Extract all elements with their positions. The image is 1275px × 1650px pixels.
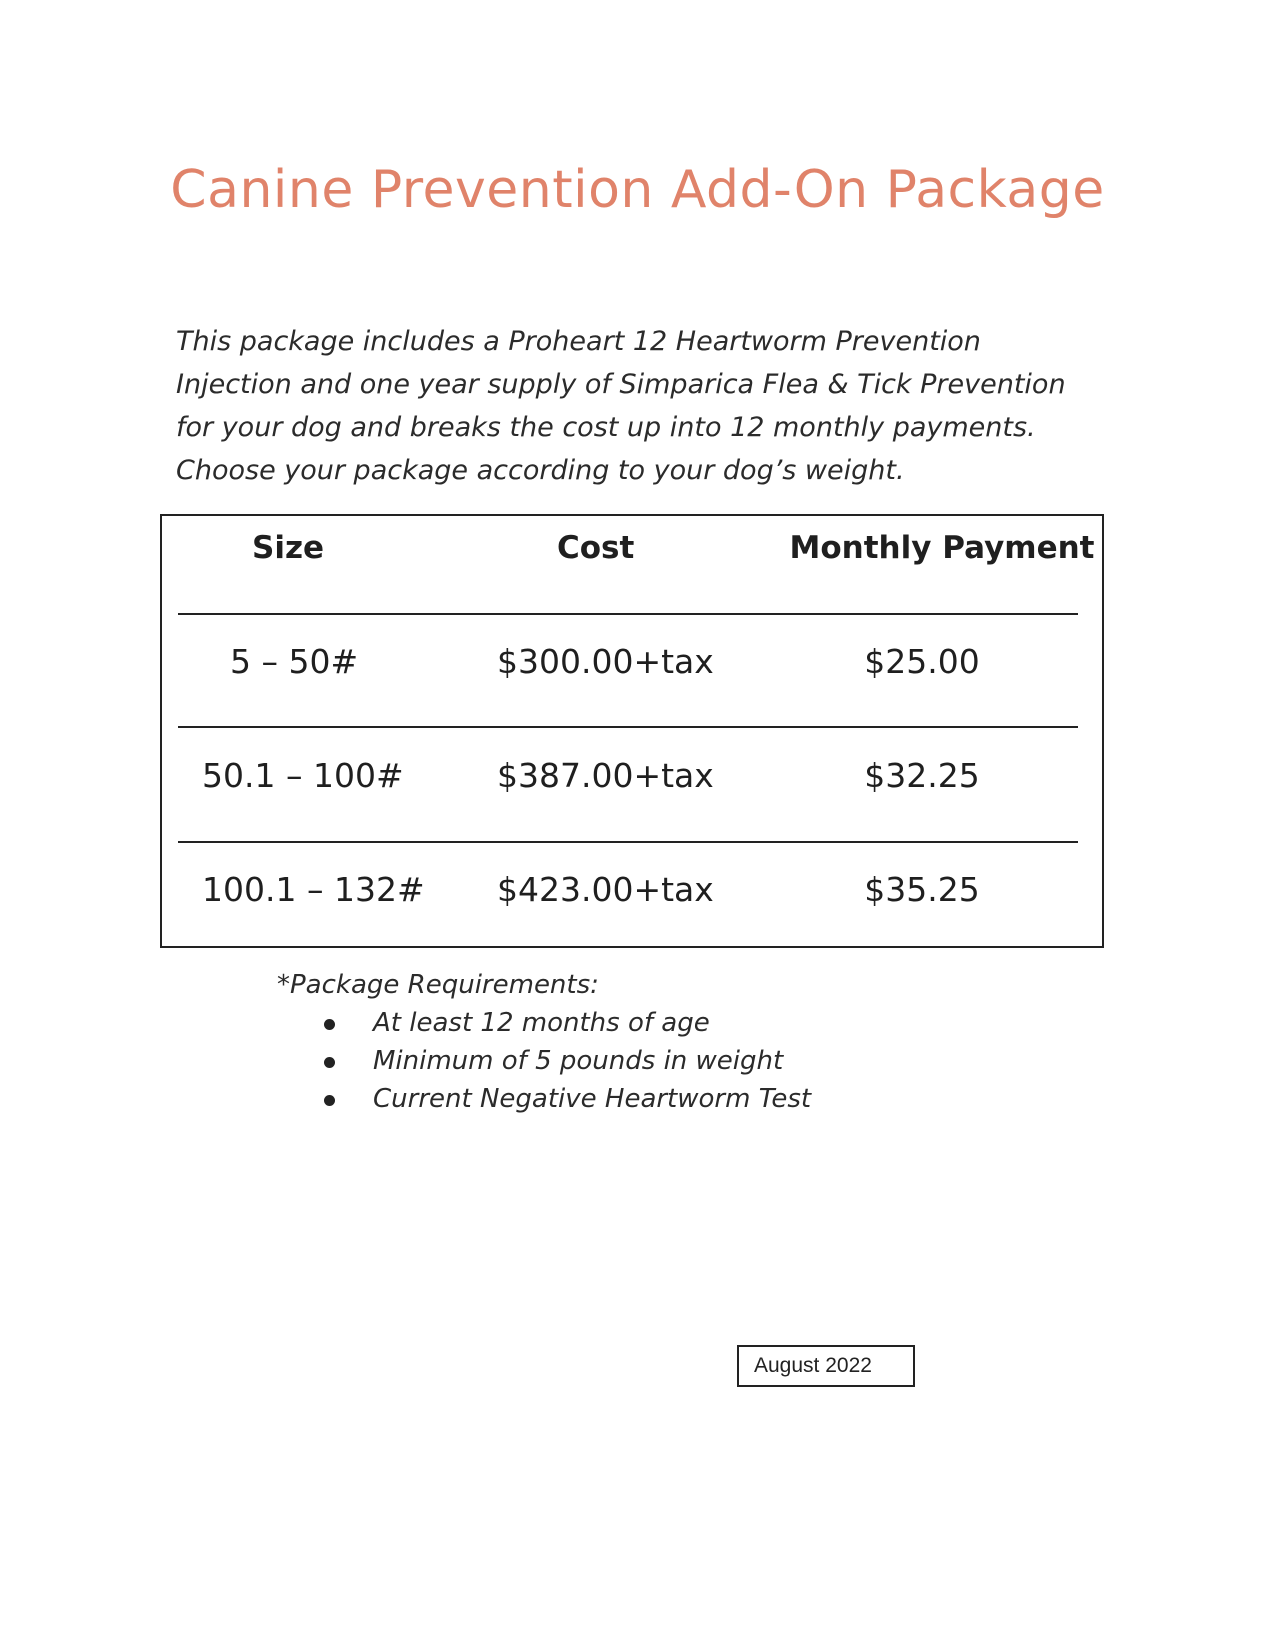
requirement-text: Minimum of 5 pounds in weight xyxy=(373,1046,784,1076)
monthly-cell: $25.00 xyxy=(864,642,980,681)
size-cell: 5 – 50# xyxy=(230,642,359,681)
table-row xyxy=(162,870,1102,910)
table-divider xyxy=(178,841,1078,843)
table-row xyxy=(162,756,1102,796)
bullet-icon xyxy=(324,1019,335,1030)
table-divider xyxy=(178,726,1078,728)
table-row xyxy=(162,642,1102,682)
requirement-text: Current Negative Heartworm Test xyxy=(373,1084,812,1114)
bullet-icon xyxy=(324,1057,335,1068)
package-description: This package includes a Proheart 12 Heartworm Prevention Injection and one year supply of Simparica Flea & Tick Prevention for your dog and breaks the cost up into 12 monthly payments. Choose your package according to your dog’s weight. xyxy=(176,326,1066,486)
header-size: Size xyxy=(252,530,325,566)
header-monthly-payment: Monthly Payment xyxy=(789,530,1095,566)
monthly-cell: $35.25 xyxy=(864,870,980,909)
date-label: August 2022 xyxy=(737,1345,915,1387)
size-cell: 100.1 – 132# xyxy=(202,870,425,909)
pricing-table xyxy=(160,514,1104,948)
bullet-icon xyxy=(324,1095,335,1106)
monthly-cell: $32.25 xyxy=(864,756,980,795)
cost-cell: $423.00+tax xyxy=(497,870,714,909)
table-header-row xyxy=(162,530,1102,570)
page-title: Canine Prevention Add-On Package xyxy=(170,160,1105,220)
requirements-heading: *Package Requirements: xyxy=(277,970,599,1000)
cost-cell: $387.00+tax xyxy=(497,756,714,795)
cost-cell: $300.00+tax xyxy=(497,642,714,681)
header-cost: Cost xyxy=(557,530,635,566)
requirement-text: At least 12 months of age xyxy=(373,1008,710,1038)
table-divider xyxy=(178,613,1078,615)
size-cell: 50.1 – 100# xyxy=(202,756,404,795)
